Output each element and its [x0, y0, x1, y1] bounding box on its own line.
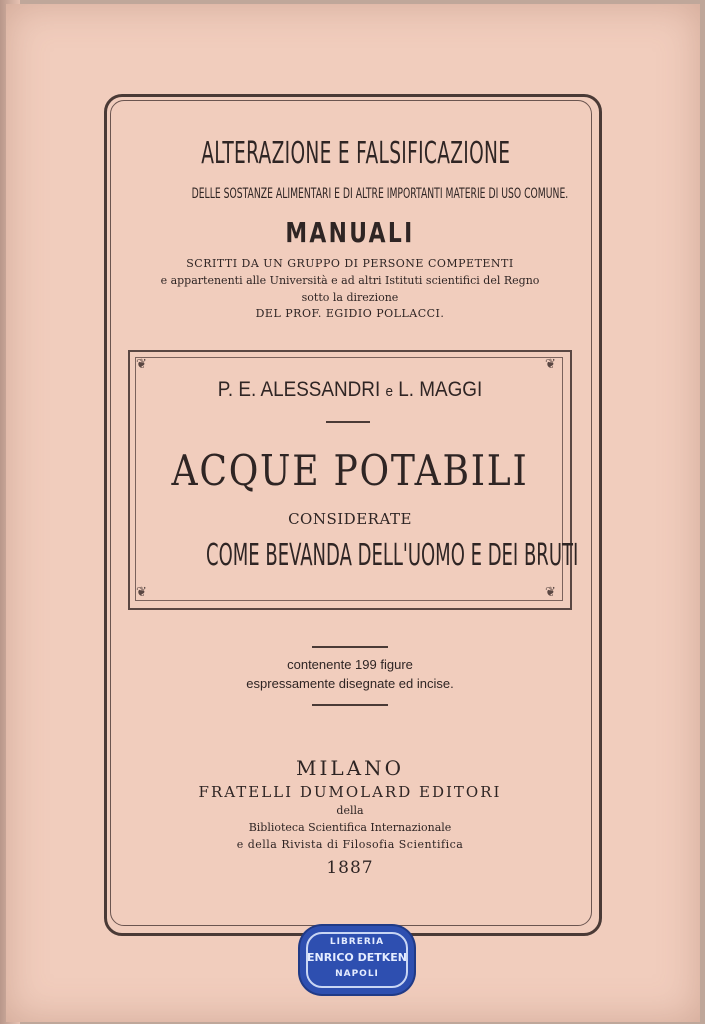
corner-ornament-icon: ❦: [136, 357, 147, 372]
series-line-3: sotto la direzione: [301, 291, 399, 304]
divider: [312, 704, 388, 706]
series-title: ALTERAZIONE E FALSIFICAZIONE: [201, 136, 511, 171]
authors: [134, 378, 566, 402]
series-line-4: DEL PROF. EGIDIO POLLACCI.: [255, 307, 445, 320]
author-1: P. E. ALESSANDRI: [217, 378, 381, 401]
book-title: ACQUE POTABILI: [171, 446, 529, 495]
corner-ornament-icon: ❦: [545, 357, 556, 372]
author-2: L. MAGGI: [398, 378, 483, 401]
corner-ornament-icon: ❦: [136, 585, 147, 600]
book-subtitle: COME BEVANDA DELL'UOMO E DEI BRUTI: [206, 538, 579, 573]
stamp-top-text: LIBRERIA: [329, 937, 385, 947]
book-considerate: CONSIDERATE: [288, 510, 412, 528]
contents-line-1: contenente 199 figure: [287, 657, 413, 672]
publisher-name: FRATELLI DUMOLARD EDITORI: [198, 783, 502, 801]
publisher-della: della: [336, 804, 364, 817]
series-name: MANUALI: [285, 216, 415, 249]
corner-ornament-icon: ❦: [545, 585, 556, 600]
divider: [326, 421, 370, 423]
stamp-middle-text: ENRICO DETKEN: [307, 951, 407, 964]
stamp-bottom-text: NAPOLI: [335, 969, 379, 979]
author-conjunction: e: [385, 383, 393, 400]
publisher-line-1: Biblioteca Scientifica Internazionale: [248, 821, 452, 834]
contents-line-2: espressamente disegnate ed incise.: [246, 676, 454, 691]
series-line-1: SCRITTI DA UN GRUPPO DI PERSONE COMPETENTI: [186, 257, 514, 270]
divider: [312, 646, 388, 648]
series-line-2: e appartenenti alle Università e ad altri Istituti scientifici del Regno: [160, 274, 540, 287]
publisher-city: MILANO: [296, 756, 404, 780]
series-subtitle: DELLE SOSTANZE ALIMENTARI E DI ALTRE IMPORTANTI MATERIE DI USO COMUNE.: [191, 186, 569, 202]
publisher-line-2: e della Rivista di Filosofia Scientifica: [236, 838, 464, 851]
publication-year: 1887: [326, 858, 374, 878]
